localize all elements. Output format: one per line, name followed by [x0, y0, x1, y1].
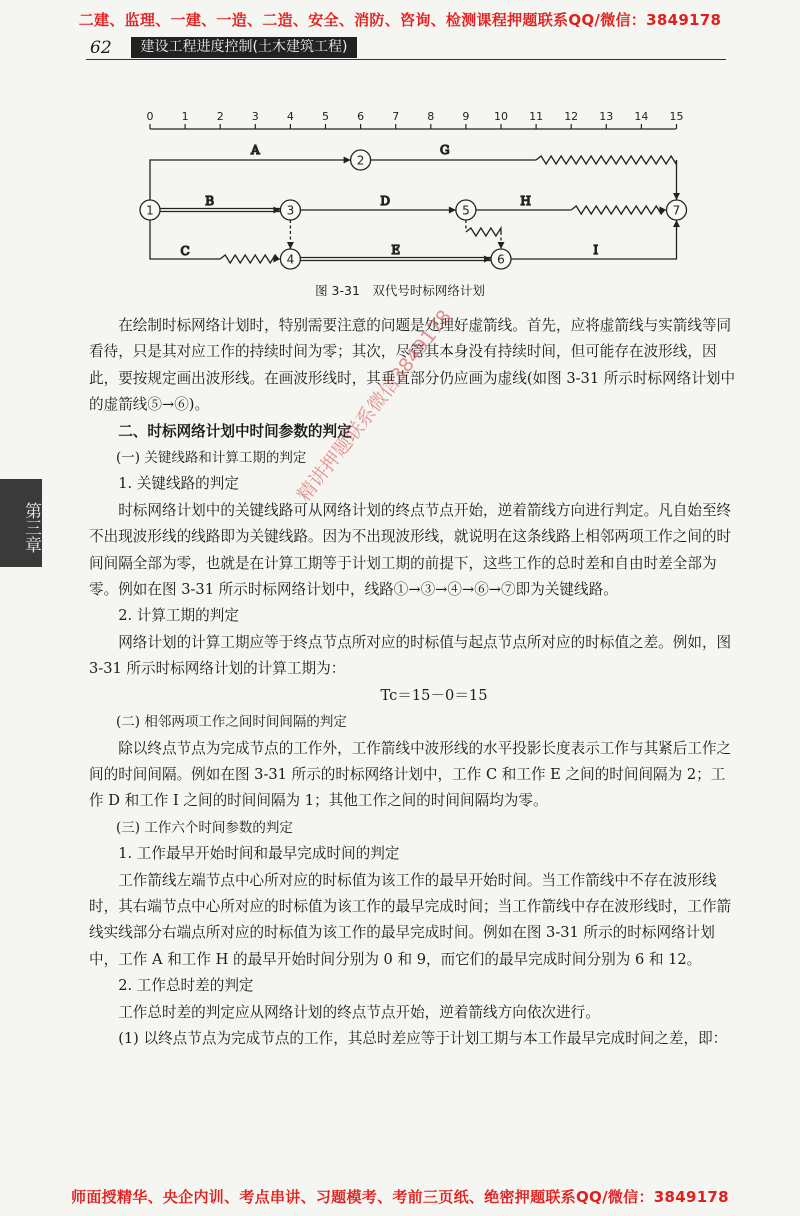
scale-tick-label: 8 — [427, 110, 435, 123]
arrow-head — [273, 207, 280, 214]
scale-tick-label: 1 — [181, 110, 189, 123]
arrow-head — [449, 207, 456, 214]
paragraph-total-float-rule: (1) 以终点节点为完成节点的工作，其总时差应等于计划工期与本工作最早完成时间之差，即： — [118, 1029, 728, 1047]
running-head: 建设工程进度控制(土木建筑工程) — [131, 37, 357, 58]
item-heading-earliest: 1. 工作最早开始时间和最早完成时间的判定 — [118, 845, 400, 863]
arrow-head — [287, 242, 294, 249]
arrow-head — [484, 256, 491, 263]
watermark: 精讲押题联系微信3849178 — [293, 305, 457, 507]
work-b-arrow — [160, 209, 280, 212]
network-node-label: 2 — [356, 153, 365, 168]
work-a-arrow — [150, 160, 351, 200]
work-label: D — [380, 194, 390, 208]
network-node-label: 6 — [497, 252, 505, 267]
chapter-tab: 第三章 — [0, 479, 42, 567]
scale-tick-label: 7 — [392, 110, 400, 123]
formula-tc: Tc＝15－0＝15 — [380, 686, 488, 704]
work-label: A — [250, 143, 260, 157]
network-node-label: 1 — [146, 203, 154, 218]
promo-banner-bottom: 师面授精华、央企内训、考点串讲、习题模考、考前三页纸、绝密押题联系QQ/微信：3849178 — [71, 1188, 729, 1206]
work-e-arrow — [300, 258, 491, 261]
scale-tick-label: 15 — [669, 110, 684, 123]
subsection-heading-critical: (一) 关键线路和计算工期的判定 — [116, 450, 307, 467]
paragraph-dummy-arrows: 在绘制时标网络计划时，特别需要注意的问题是处理好虚箭线。首先，应将虚箭线与实箭线等同看待，只是其对应工作的持续时间为零；其次，尽管其本身没有持续时间，但可能存在波形线，因此，要按规定画出波形线。在画波形线时，其垂直部分仍应画为虚线(如图 3-31 所示时标网络计划中的虚箭线⑤→⑥)。 — [89, 317, 736, 414]
scale-tick-label: 10 — [494, 110, 508, 123]
network-node-label: 7 — [672, 203, 681, 218]
work-label: I — [593, 243, 599, 257]
wave-line — [571, 206, 664, 214]
scale-tick-label: 5 — [322, 110, 329, 123]
scale-tick-label: 4 — [286, 110, 294, 123]
page-number: 62 — [90, 38, 112, 58]
paragraph-duration: 网络计划的计算工期应等于终点节点所对应的时标值与起点节点所对应的时标值之差。例如，图 3-31 所示时标网络计划的计算工期为： — [89, 633, 732, 678]
subsection-heading-params: (三) 工作六个时间参数的判定 — [116, 819, 293, 836]
header-rule — [86, 59, 726, 60]
scale-tick-label: 3 — [251, 110, 259, 123]
scale-tick-label: 11 — [529, 110, 544, 123]
scale-tick-label: 2 — [216, 110, 224, 123]
subsection-heading-interval: (二) 相邻两项工作之间时间间隔的判定 — [116, 714, 347, 731]
wave-line — [536, 156, 676, 164]
arrow-head — [673, 220, 680, 227]
paragraph-interval: 除以终点节点为完成节点的工作外，工作箭线中波形线的水平投影长度表示工作与其紧后工作之间的时间间隔。例如在图 3-31 所示的时标网络计划中，工作 C 和工作 E 之间的时间间隔为 2；工作 D 和工作 I 之间的时间间隔为 1；其他工作之间的时间间隔均为零。 — [89, 739, 732, 810]
network-node-label: 4 — [286, 252, 295, 267]
scale-tick-label: 6 — [357, 110, 365, 123]
figure-caption: 图 3-31 双代号时标网络计划 — [315, 283, 485, 298]
work-label: G — [440, 143, 450, 157]
network-node-label: 5 — [462, 203, 470, 218]
body-section-1 — [89, 313, 739, 1052]
scale-tick-label: 12 — [564, 110, 579, 123]
arrow-head — [673, 193, 680, 200]
scale-tick-label: 9 — [462, 110, 470, 123]
wave-line — [466, 228, 501, 236]
arrow-head — [344, 157, 351, 164]
work-label: B — [205, 194, 215, 208]
work-label: E — [391, 243, 401, 257]
paragraph-earliest: 工作箭线左端节点中心所对应的时标值为该工作的最早开始时间。当工作箭线中不存在波形线时，其右端节点中心所对应的时标值为该工作的最早完成时间；当工作箭线中存在波形线时，工作箭线实线部分右端点所对应的时标值为该工作的最早完成时间。例如在图 3-31 所示的时标网络计划中，工作 A 和工作 H 的最早开始时间分别为 0 和 9，而它们的最早完成时间分别为 6 和 12。 — [89, 871, 732, 968]
paragraph-critical-path: 时标网络计划中的关键线路可从网络计划的终点节点开始，逆着箭线方向进行判定。凡自始至终不出现波形线的线路即为关键线路。因为不出现波形线，就说明在这条线路上相邻两项工作之间的时间间隔全部为零，也就是在计算工期等于计划工期的前提下，这些工作的总时差和自由时差全部为零。例如在图 3-31 所示时标网络计划中，线路①→③→④→⑥→⑦即为关键线路。 — [89, 501, 732, 599]
arrow-head — [498, 242, 505, 249]
work-label: H — [520, 194, 531, 208]
scale-tick-label: 14 — [634, 110, 649, 123]
work-label: C — [180, 244, 190, 258]
item-heading-duration: 2. 计算工期的判定 — [118, 607, 239, 625]
scale-tick-label: 13 — [599, 110, 614, 123]
network-diagram — [120, 108, 700, 278]
scale-tick-label: 0 — [146, 110, 154, 123]
paragraph-total-float: 工作总时差的判定应从网络计划的终点节点开始，逆着箭线方向依次进行。 — [118, 1003, 600, 1021]
wave-line — [220, 255, 278, 263]
network-node-label: 3 — [286, 203, 295, 218]
item-heading-critical-path: 1. 关键线路的判定 — [118, 475, 239, 493]
section-heading: 二、时标网络计划中时间参数的判定 — [118, 422, 352, 440]
item-heading-total-float: 2. 工作总时差的判定 — [118, 977, 254, 995]
promo-banner-top: 二建、监理、一建、一造、二造、安全、消防、咨询、检测课程押题联系QQ/微信：3849178 — [78, 11, 722, 29]
